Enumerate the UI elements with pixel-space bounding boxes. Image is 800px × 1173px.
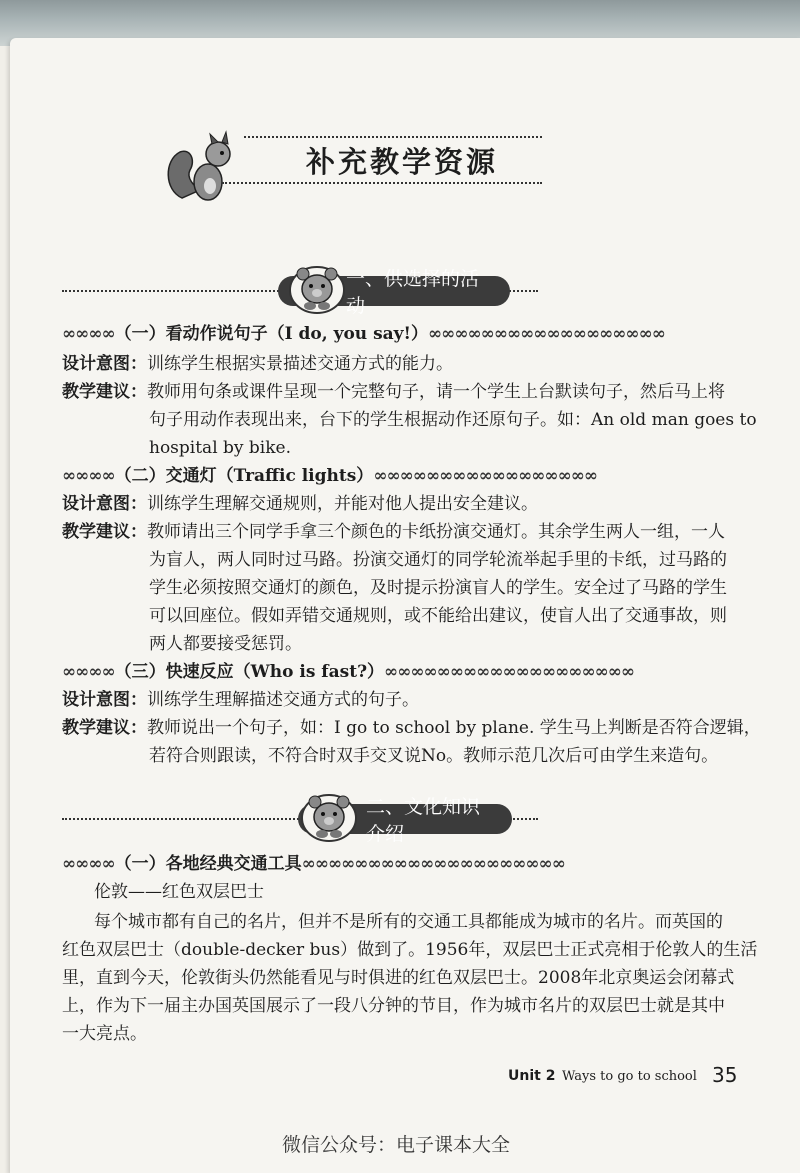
bear-mascot-icon [300, 790, 358, 842]
wechat-watermark: 微信公众号：电子课本大全 [282, 1134, 511, 1156]
activity3-advice-line: 若符合则跟读，不符合时双手交叉说No。教师示范几次后可由学生来造句。 [149, 746, 719, 766]
header-rule-top [244, 136, 542, 138]
bear-mascot-icon [288, 262, 346, 314]
activity1-advice-line: hospital by bike. [149, 438, 292, 458]
activity2-advice-line: 学生必须按照交通灯的颜色，及时提示扮演盲人的学生。安全过了马路的学生 [149, 578, 727, 598]
paragraph-line: 里，直到今天，伦敦街头仍然能看见与时俱进的红色双层巴士。2008年北京奥运会闭幕式 [62, 968, 735, 988]
activity2-advice-line: 可以回座位。假如弄错交通规则，或不能给出建议，使盲人出了交通事故，则 [149, 606, 727, 626]
activity3-design: 设计意图：训练学生理解描述交通方式的句子。 [62, 690, 419, 710]
section2-badge-label: 二、文化知识介绍 [366, 796, 481, 845]
paragraph-line: 上，作为下一届主办国英国展示了一段八分钟的节目，作为城市名片的双层巴士就是其中 [62, 996, 725, 1016]
activity1-advice-line: 句子用动作表现出来，台下的学生根据动作还原句子。如：An old man goes to [149, 410, 757, 430]
header-rule-bottom [222, 182, 542, 184]
activity1-heading: ∞∞∞∞（一）看动作说句子（I do, you say!）∞∞∞∞∞∞∞∞∞∞∞∞∞∞∞∞∞∞ [62, 324, 665, 344]
activity1-design: 设计意图：训练学生根据实景描述交通方式的能力。 [62, 354, 453, 374]
page-number: 35 [712, 1063, 738, 1087]
section1-badge-label: 一、供选择的活动 [346, 268, 480, 317]
squirrel-mascot-icon [160, 130, 240, 210]
paragraph-line: 每个城市都有自己的名片，但并不是所有的交通工具都能成为城市的名片。而英国的 [94, 912, 723, 932]
activity2-advice-line: 为盲人，两人同时过马路。扮演交通灯的同学轮流举起手里的卡纸，过马路的 [149, 550, 727, 570]
paragraph-line: 红色双层巴士（double-decker bus）做到了。1956年，双层巴士正式亮相于伦敦人的生活 [62, 940, 758, 960]
activity1-advice-line: 教学建议：教师用句条或课件呈现一个完整句子，请一个学生上台默读句子，然后马上将 [62, 382, 725, 402]
activity2-heading: ∞∞∞∞（二）交通灯（Traffic lights）∞∞∞∞∞∞∞∞∞∞∞∞∞∞∞∞∞ [62, 466, 598, 486]
activity2-design: 设计意图：训练学生理解交通规则，并能对他人提出安全建议。 [62, 494, 538, 514]
activity2-advice-line: 教学建议：教师请出三个同学手拿三个颜色的卡纸扮演交通灯。其余学生两人一组，一人 [62, 522, 725, 542]
activity3-advice-line: 教学建议：教师说出一个句子，如：I go to school by plane. 学生马上判断是否符合逻辑， [62, 718, 761, 738]
unit-title: Ways to go to school [562, 1069, 697, 1084]
unit-label: Unit 2 [508, 1068, 556, 1084]
page-title: 补充教学资源 [306, 145, 499, 179]
activity3-heading: ∞∞∞∞（三）快速反应（Who is fast?）∞∞∞∞∞∞∞∞∞∞∞∞∞∞∞∞∞∞∞ [62, 662, 635, 682]
section2-subtitle: 伦敦——红色双层巴士 [94, 882, 264, 902]
paragraph-line: 一大亮点。 [62, 1024, 147, 1044]
activity2-advice-line: 两人都要接受惩罚。 [149, 634, 302, 654]
section2-heading: ∞∞∞∞（一）各地经典交通工具∞∞∞∞∞∞∞∞∞∞∞∞∞∞∞∞∞∞∞∞ [62, 854, 565, 874]
